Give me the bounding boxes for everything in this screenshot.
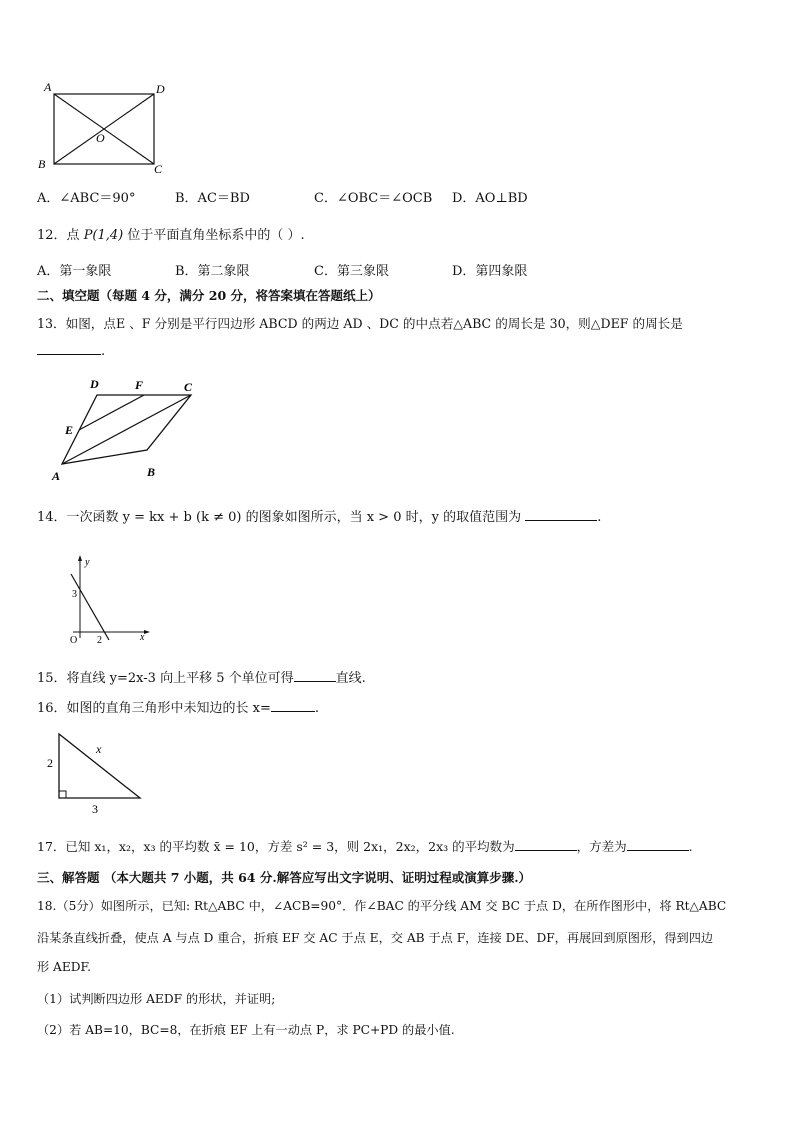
q14-end: . bbox=[597, 510, 602, 525]
q15-blank bbox=[294, 669, 336, 682]
q17-text-mid: ，方差为 bbox=[576, 839, 627, 854]
label-c: C bbox=[154, 162, 163, 176]
label-b: B bbox=[147, 465, 156, 479]
q17-blank-variance bbox=[627, 838, 689, 851]
parallelogram-figure bbox=[45, 372, 210, 487]
section-3-title: 三、解答题 （本大题共 7 小题，共 64 分.解答应写出文字说明、证明过程或演算步骤.） bbox=[37, 870, 532, 885]
label-d: D bbox=[156, 82, 165, 96]
q15-text-pre: 15．将直线 y=2x-3 向上平移 5 个单位可得 bbox=[37, 671, 294, 686]
y-intercept-label: 3 bbox=[72, 589, 77, 600]
q13-text: 13．如图，点E 、F 分别是平行四边形 ABCD 的两边 AD 、DC 的中点若△ABC 的周长是 30，则△DEF 的周长是 bbox=[37, 316, 683, 331]
q18-line-2: 沿某条直线折叠，使点 A 与点 D 重合，折痕 EF 交 AC 于点 E，交 AB 于点 F，连接 DE、DF，再展回到原图形，得到四边 bbox=[37, 931, 714, 945]
q14-text: 14．一次函数 y = kx + b (k ≠ 0) 的图象如图所示，当 x > 0 时，y 的取值范围为 bbox=[37, 510, 522, 525]
q11-option-c: C．∠OBC＝∠OCB bbox=[314, 191, 433, 206]
label-a: A bbox=[52, 469, 61, 483]
x-axis-arrow bbox=[144, 630, 150, 634]
x-label: x bbox=[140, 632, 145, 643]
q16-text-pre: 16．如图的直角三角形中未知边的长 x= bbox=[37, 701, 271, 716]
horizontal-side-label: 3 bbox=[92, 802, 98, 816]
rectangle-figure bbox=[30, 76, 180, 176]
q18-subquestion-1: （1）试判断四边形 AEDF 的形状，并证明; bbox=[37, 992, 276, 1006]
linear-function-graph bbox=[55, 550, 155, 645]
q16-text-post: . bbox=[314, 701, 320, 716]
q16-blank bbox=[271, 699, 315, 712]
q13-blank bbox=[37, 342, 101, 355]
q12-point: P(1,4) bbox=[83, 228, 124, 243]
origin-label: O bbox=[70, 635, 78, 645]
q11-option-b: B．AC＝BD bbox=[175, 191, 250, 206]
q12-option-b: B．第二象限 bbox=[175, 264, 250, 279]
q18-line-1: 18.（5分）如图所示，已知: Rt△ABC 中，∠ACB=90°．作∠BAC 的平分线 AM 交 BC 于点 D，在所作图形中，将 Rt△ABC bbox=[37, 899, 727, 913]
hypotenuse-label: x bbox=[96, 742, 102, 756]
q15-text-post: 直线. bbox=[335, 671, 366, 686]
q12-stem bbox=[37, 224, 305, 243]
q16-text-line bbox=[37, 697, 319, 716]
q18-line-3: 形 AEDF. bbox=[37, 960, 91, 974]
q12-stem-pre: 12．点 bbox=[37, 228, 80, 243]
q12-option-c: C．第三象限 bbox=[314, 264, 389, 279]
y-axis-arrow bbox=[78, 555, 82, 561]
right-angle-mark bbox=[59, 791, 66, 798]
vertical-side-label: 2 bbox=[47, 756, 53, 770]
q12-option-a: A．第一象限 bbox=[37, 264, 112, 279]
q14-text-line bbox=[37, 506, 601, 525]
section-2-title: 二、填空题（每题 4 分，满分 20 分，将答案填在答题纸上） bbox=[37, 288, 381, 303]
q17-text-end: . bbox=[688, 839, 693, 854]
y-label: y bbox=[85, 557, 90, 568]
q13-answer-line bbox=[37, 342, 105, 359]
right-triangle-figure bbox=[40, 725, 155, 820]
label-o: O bbox=[96, 131, 105, 145]
label-b: B bbox=[38, 157, 46, 171]
q15-text-line bbox=[37, 667, 366, 686]
q14-blank bbox=[525, 508, 597, 521]
label-c: C bbox=[184, 380, 193, 394]
q12-stem-post: 位于平面直角坐标系中的（ ）. bbox=[127, 228, 305, 243]
q17-text-pre: 17．已知 x₁，x₂，x₃ 的平均数 x̄ = 10，方差 s² = 3，则 2x₁，2x₂，2x₃ 的平均数为 bbox=[37, 839, 515, 854]
q13-end: . bbox=[101, 344, 106, 359]
function-line bbox=[71, 574, 109, 640]
q12-option-d: D．第四象限 bbox=[452, 264, 528, 279]
q18-subquestion-2: （2）若 AB=10，BC=8，在折痕 EF 上有一动点 P，求 PC+PD 的最小值. bbox=[37, 1023, 455, 1037]
q17-text-line bbox=[37, 837, 693, 855]
q17-blank-mean bbox=[515, 838, 577, 851]
q11-option-a: A．∠ABC＝90° bbox=[37, 191, 136, 206]
label-e: E bbox=[65, 423, 74, 437]
label-d: D bbox=[90, 377, 99, 391]
x-intercept-label: 2 bbox=[97, 635, 102, 645]
label-a: A bbox=[44, 80, 52, 94]
q11-option-d: D．AO⊥BD bbox=[452, 191, 528, 206]
label-f: F bbox=[135, 378, 144, 392]
